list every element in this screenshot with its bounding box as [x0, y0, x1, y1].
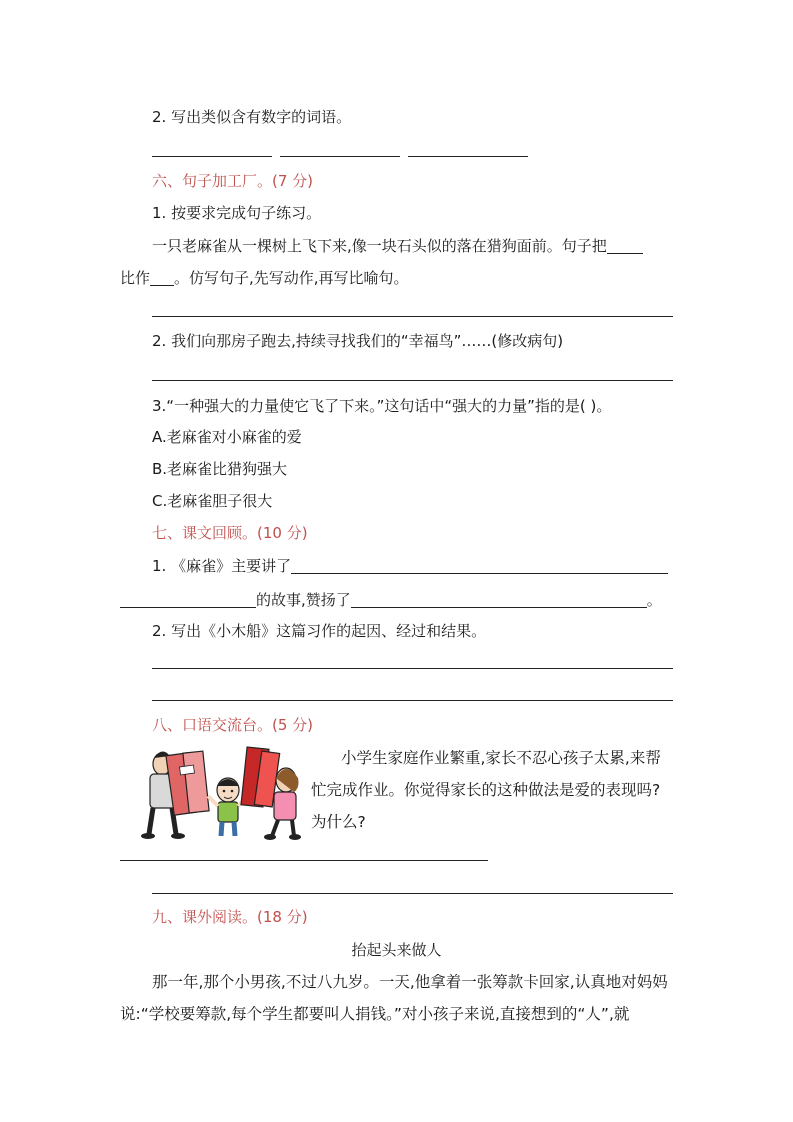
section-7-heading: 七、课文回顾。(10 分) [152, 524, 308, 542]
section-6-heading: 六、句子加工厂。(7 分) [152, 172, 314, 190]
answer-blank-2[interactable] [280, 156, 400, 157]
question-s7-1 [152, 556, 668, 576]
option-c[interactable]: C.老麻雀胆子很大 [152, 492, 273, 510]
option-b[interactable]: B.老麻雀比猎狗强大 [152, 460, 288, 478]
section-9-heading: 九、课外阅读。(18 分) [152, 908, 308, 926]
fill-blank-object[interactable] [607, 237, 643, 254]
sentence-text-b: 比作 [120, 269, 151, 287]
fill-blank-story-cont[interactable] [120, 591, 256, 608]
s8-text-1: 小学生家庭作业繁重,家长不忍心孩子太累,来帮 [341, 749, 661, 767]
sentence-text: 一只老麻雀从一棵树上飞下来,像一块石头似的落在猎狗面前。句子把 [152, 237, 607, 255]
section-8-heading: 八、口语交流台。(5 分) [152, 716, 314, 734]
question-s7-1-text-b: 的故事,赞扬了 [256, 591, 351, 609]
fill-blank-compare[interactable] [150, 269, 174, 286]
s8-text-2: 忙完成作业。你觉得家长的这种做法是爱的表现吗? [311, 781, 661, 799]
article-paragraph-2: 说:“学校要筹款,每个学生都要叫人捐钱。”对小孩子来说,直接想到的“人”,就 [120, 1005, 630, 1023]
answer-line-s6-2[interactable] [152, 380, 673, 381]
question-s7-1-text: 1. 《麻雀》主要讲了 [152, 557, 292, 575]
answer-blank-1[interactable] [152, 156, 272, 157]
fill-blank-story[interactable] [291, 557, 668, 574]
question-s6-3: 3.“一种强大的力量使它飞了下来。”这句话中“强大的力量”指的是( )。 [152, 397, 612, 415]
question-s5-2: 2. 写出类似含有数字的词语。 [152, 108, 352, 126]
question-s6-1: 1. 按要求完成句子练习。 [152, 204, 322, 222]
question-s7-2: 2. 写出《小木船》这篇习作的起因、经过和结果。 [152, 622, 487, 640]
sentence-text-c: 。仿写句子,先写动作,再写比喻句。 [174, 269, 409, 287]
answer-line-s8-a[interactable] [120, 860, 488, 861]
answer-line-s6-1[interactable] [152, 316, 673, 317]
article-paragraph-1: 那一年,那个小男孩,不过八九岁。一天,他拿着一张筹款卡回家,认真地对妈妈 [152, 973, 668, 991]
question-s6-1-text-b [120, 268, 409, 288]
question-s7-1-end: 。 [646, 591, 662, 609]
answer-line-s8-b[interactable] [152, 893, 673, 894]
parents-carrying-books-illustration [140, 742, 305, 842]
fill-blank-praise[interactable] [351, 591, 647, 608]
option-a[interactable]: A.老麻雀对小麻雀的爱 [152, 428, 302, 446]
question-s6-1-text-a [152, 236, 643, 256]
answer-line-s7-2a[interactable] [152, 668, 673, 669]
answer-blank-3[interactable] [408, 156, 528, 157]
answer-line-s7-2b[interactable] [152, 700, 673, 701]
s8-text-3: 为什么? [311, 813, 366, 831]
article-title: 抬起头来做人 [351, 941, 442, 959]
question-s7-1-cont [120, 590, 662, 610]
question-s6-2: 2. 我们向那房子跑去,持续寻找我们的“幸福鸟”……(修改病句) [152, 332, 564, 350]
